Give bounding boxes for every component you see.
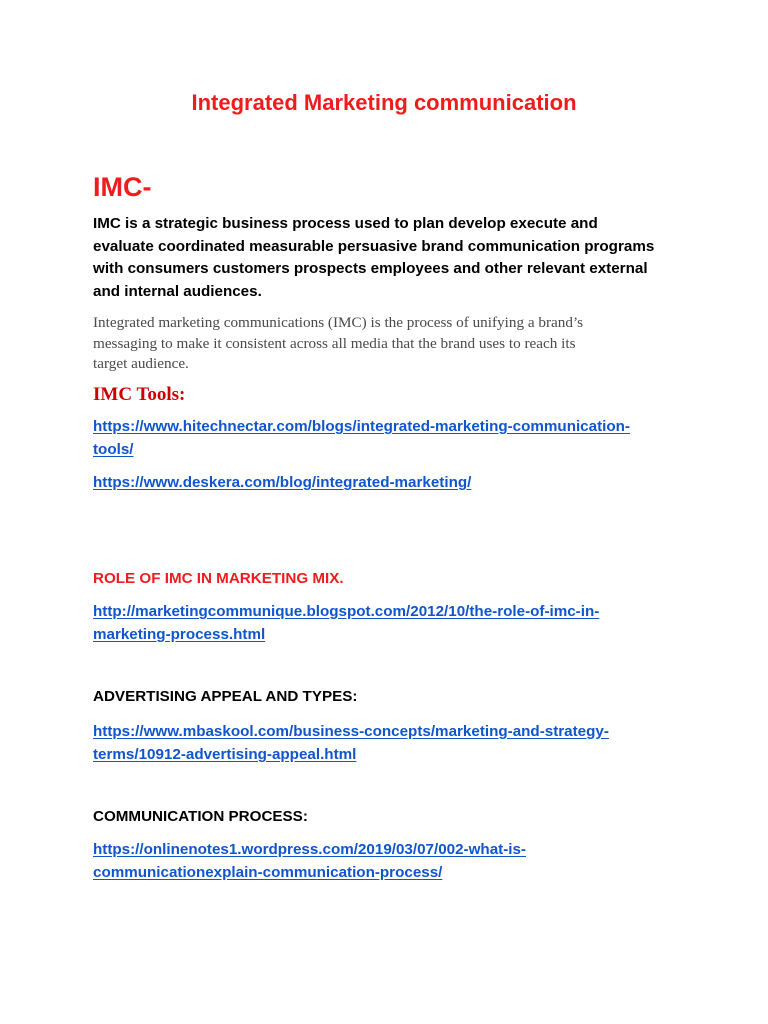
description-line: messaging to make it consistent across all media that the brand uses to reach its [93,334,576,352]
deskera-link[interactable] [93,471,471,494]
imc-tools-heading: IMC Tools: [93,384,186,405]
description-line: Integrated marketing communications (IMC) is the process of unifying a brand’s [93,314,584,331]
definition-line: with consumers customers prospects employees and other relevant external [93,260,648,277]
document-title: Integrated Marketing communication [191,90,577,115]
link-line[interactable]: https://www.deskera.com/blog/integrated-marketing/ [93,474,472,491]
link-line[interactable]: https://onlinenotes1.wordpress.com/2019/03/07/002-what-is- [93,841,526,858]
link-line[interactable]: communicationexplain-communication-process/ [93,864,443,881]
imc-heading: IMC- [93,172,152,202]
imc-definition [93,213,693,303]
link-line[interactable]: marketing-process.html [93,626,266,643]
link-line[interactable]: https://www.hitechnectar.com/blogs/integrated-marketing-communication- [93,418,630,435]
link-line[interactable]: terms/10912-advertising-appeal.html [93,746,357,763]
marketingcommunique-link[interactable] [93,600,599,646]
advertising-appeal-heading: ADVERTISING APPEAL AND TYPES: [93,688,358,705]
imc-description [93,313,693,375]
link-line[interactable]: tools/ [93,441,134,458]
definition-line: IMC is a strategic business process used to plan develop execute and [93,215,598,232]
definition-line: evaluate coordinated measurable persuasive brand communication programs [93,237,655,255]
onlinenotes-link[interactable] [93,838,526,884]
role-of-imc-heading: ROLE OF IMC IN MARKETING MIX. [93,570,344,587]
link-line[interactable]: https://www.mbaskool.com/business-concepts/marketing-and-strategy- [93,723,609,740]
communication-process-heading: COMMUNICATION PROCESS: [93,808,308,825]
link-line[interactable]: http://marketingcommunique.blogspot.com/2012/10/the-role-of-imc-in- [93,603,600,620]
mbaskool-link[interactable] [93,720,609,766]
definition-line: and internal audiences. [93,282,262,300]
description-line: target audience. [93,355,189,372]
hitechnectar-link[interactable] [93,415,630,461]
